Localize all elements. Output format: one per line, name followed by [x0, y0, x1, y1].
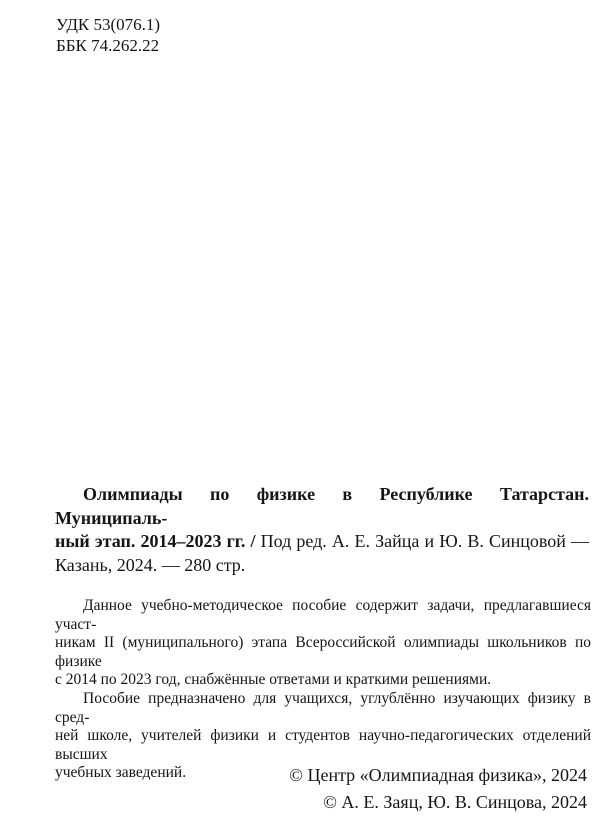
copyright-line: © Центр «Олимпиадная физика», 2024 — [289, 765, 587, 785]
copyright-line: © А. Е. Заяц, Ю. В. Синцова, 2024 — [323, 791, 587, 812]
classification-block — [56, 14, 160, 56]
annotation-line: Пособие предназначено для учащихся, углублённо изучающих физику в сред- — [55, 689, 591, 726]
annotation-line: ней школе, учителей физики и студентов научно-педагогических отделений высших — [55, 727, 591, 763]
annotation-line: с 2014 по 2023 год, снабжённые ответами и краткими решениями. — [55, 671, 492, 689]
udc-number: УДК 53(076.1) — [56, 15, 161, 34]
bibliographic-line — [55, 530, 589, 554]
annotation-line: никам II (муниципального) этапа Всероссийской олимпиады школьников по физике — [55, 634, 591, 670]
bibliographic-line — [55, 483, 589, 530]
annotation-paragraph — [55, 597, 591, 690]
bibliographic-line-bold: Олимпиады по физике в Республике Татарстан. Муниципаль- — [55, 484, 589, 528]
bibliographic-line — [55, 554, 589, 578]
bibliographic-line-regular: Под ред. А. Е. Зайца и Ю. В. Синцовой — — [260, 531, 589, 551]
annotation-text — [55, 597, 591, 783]
bibliographic-line-regular: Казань, 2024. — 280 стр. — [55, 554, 246, 575]
annotation-line: Данное учебно-методическое пособие содержит задачи, предлагавшиеся участ- — [55, 597, 591, 633]
annotation-line: учебных заведений. — [55, 764, 187, 782]
bbk-number: ББК 74.262.22 — [56, 36, 160, 55]
bibliographic-record — [55, 483, 589, 577]
bibliographic-line-bold: ный этап. 2014–2023 гг. / — [55, 531, 261, 551]
copyright-block — [289, 762, 587, 815]
